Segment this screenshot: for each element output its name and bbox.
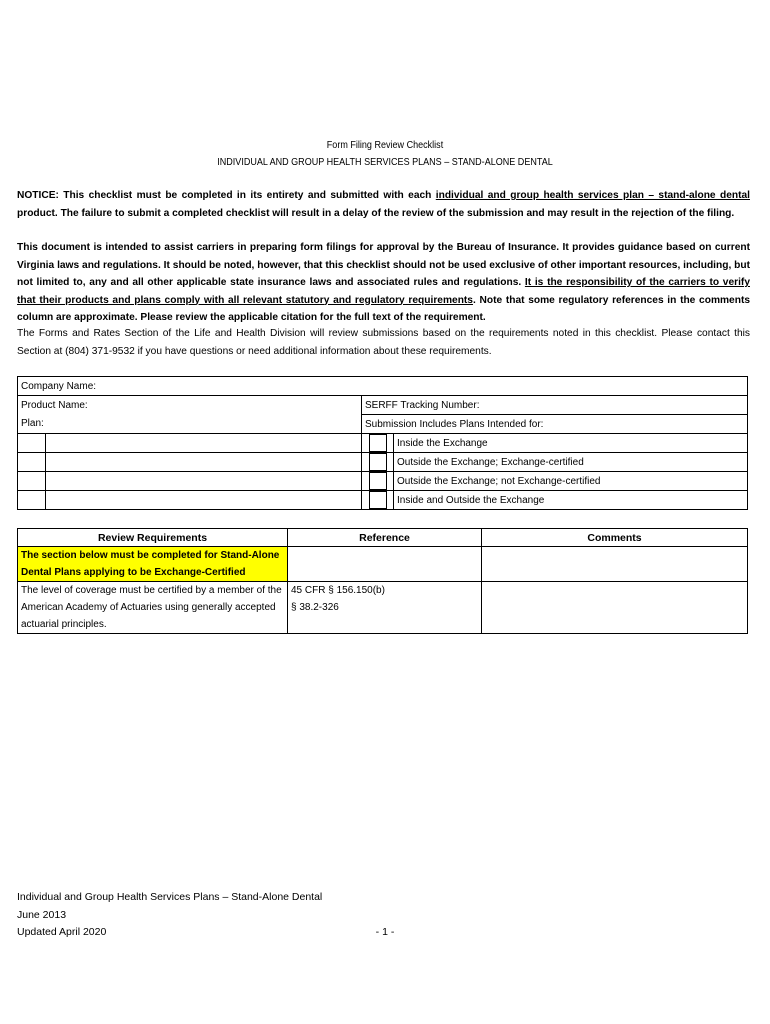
option-label-outside-not-certified: Outside the Exchange; not Exchange-certified	[394, 472, 748, 491]
intro-underlined: It is the responsibility of the carriers to verify that their products and plans comply with all relevant statutory and regulatory requirements	[17, 277, 750, 306]
intro-text: This document is intended to assist carriers in preparing form filings for approval by the Bureau of Insurance. It provides guidance based on current Virginia laws and regulations. It should be noted, however, that this checklist should not be used exclusive of other important resources, including, but not limited to, any and all other applicable state insurance laws and associated rules and regulations.	[17, 242, 750, 288]
option-label-inside-outside: Inside and Outside the Exchange	[394, 491, 748, 510]
intro-suffix: . Note that some regulatory references in the comments column are approximate. Please review the applicable citation for the full text of the requirement.	[17, 294, 751, 323]
contact-paragraph: The Forms and Rates Section of the Life and Health Division will review submissions based on the requirements noted in this checklist. Please contact this Section at (804) 371-9532 if you have questions or need additional information about these requirements.	[17, 328, 750, 357]
option-checkbox-outside-certified[interactable]	[369, 453, 387, 471]
section-comments-empty[interactable]	[482, 547, 748, 582]
reference-line-1: 45 CFR § 156.150(b)	[291, 585, 385, 596]
plan-label: Plan:	[18, 415, 362, 434]
reference-cell	[288, 582, 482, 634]
form-title: Form Filing Review Checklist	[326, 139, 444, 151]
reference-line-2: § 38.2-326	[291, 602, 339, 613]
submission-label: Submission Includes Plans Intended for:	[362, 415, 748, 434]
plan-row-marker	[18, 453, 46, 472]
plan-input-4[interactable]	[46, 491, 362, 510]
form-subtitle: INDIVIDUAL AND GROUP HEALTH SERVICES PLANS – STAND-ALONE DENTAL	[217, 156, 553, 168]
option-label-inside: Inside the Exchange	[394, 434, 748, 453]
option-label-outside-certified: Outside the Exchange; Exchange-certified	[394, 453, 748, 472]
plan-input-1[interactable]	[46, 434, 362, 453]
footer-doc-title: Individual and Group Health Services Plans – Stand-Alone Dental	[17, 891, 323, 903]
plan-row-marker	[18, 472, 46, 491]
plan-input-2[interactable]	[46, 453, 362, 472]
notice-suffix: product. The failure to submit a completed checklist will result in a delay of the review of the submission and may result in the rejection of the filing.	[17, 207, 735, 219]
section-reference-empty	[288, 547, 482, 582]
notice-paragraph	[17, 187, 750, 222]
requirement-cell: The level of coverage must be certified by a member of the American Academy of Actuaries using generally accepted actuarial principles.	[18, 582, 288, 634]
notice-underlined: individual and group health services plan – stand-alone dental	[435, 190, 750, 201]
option-checkbox-inside-outside[interactable]	[369, 491, 387, 509]
option-checkbox-inside[interactable]	[369, 434, 387, 452]
intro-paragraph	[17, 239, 750, 327]
header-comments: Comments	[482, 529, 748, 547]
plan-row-marker	[18, 434, 46, 453]
plan-input-3[interactable]	[46, 472, 362, 491]
company-name-field[interactable]: Company Name:	[18, 377, 748, 396]
option-checkbox-outside-not-certified[interactable]	[369, 472, 387, 490]
comments-cell[interactable]	[482, 582, 748, 634]
company-info-table	[17, 376, 748, 510]
serff-tracking-field[interactable]: SERFF Tracking Number:	[362, 396, 748, 415]
header-reference: Reference	[288, 529, 482, 547]
product-name-field[interactable]: Product Name:	[18, 396, 362, 415]
page-number: - 1 -	[375, 926, 395, 938]
footer-date: June 2013	[17, 908, 67, 921]
review-requirements-table	[17, 528, 748, 634]
header-review-requirements: Review Requirements	[18, 529, 288, 547]
section-note-highlight: The section below must be completed for Stand-Alone Dental Plans applying to be Exchange-Certified	[18, 547, 288, 582]
plan-row-marker	[18, 491, 46, 510]
footer-updated: Updated April 2020	[17, 926, 107, 938]
notice-prefix: NOTICE: This checklist must be completed in its entirety and submitted with each	[17, 190, 436, 201]
